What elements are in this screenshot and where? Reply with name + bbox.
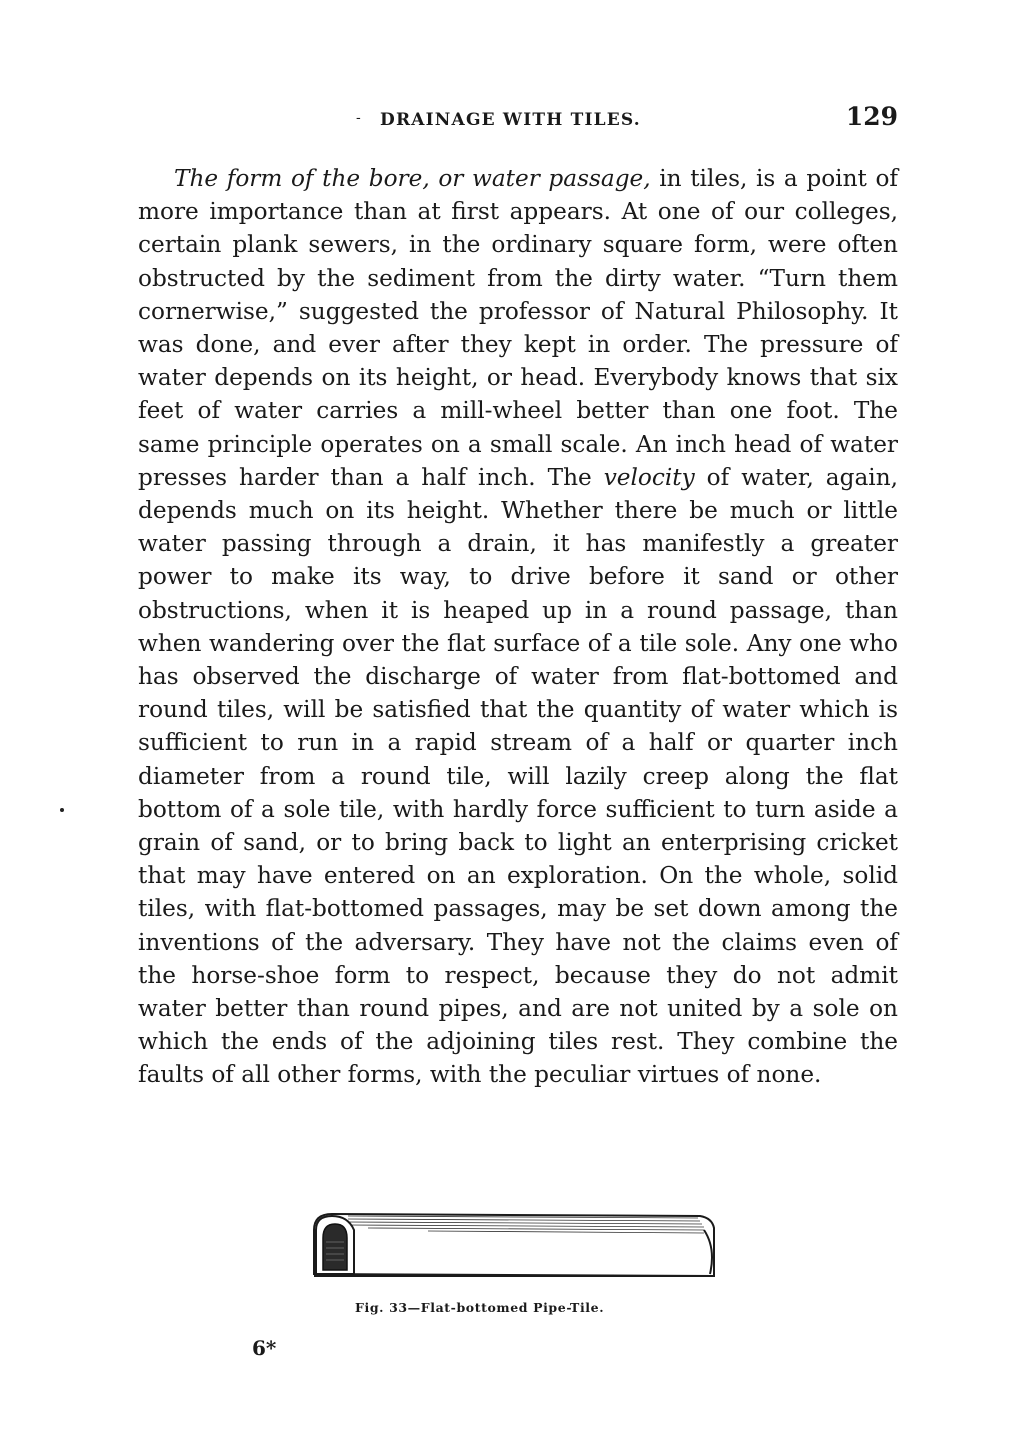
paragraph-text-2: of water, again, depends much on its height. Whether there be much or little water passing through a drain, it has manifestly a greater power to make its way, to drive before it sand or other obstructions, when it is heaped up in a round passage, than when wandering over the flat surface of a tile sole. Any one who has observed the discharge of water from flat-bottomed and round tiles, will be satisfied that the quantity of water which is sufficient to run in a rapid stream of a half or quarter inch diameter from a round tile, will lazily creep along the flat bottom of a sole tile, with hardly force sufficient to turn aside a grain of sand, or to bring back to light an enterprising cricket that may have entered on an exploration. On the whole, solid tiles, with flat-bottomed passages, may be set down among the inventions of the adversary. They have not the claims even of the horse-shoe form to respect, because they do not admit water better than round pipes, and are not united by a sole on which the ends of the adjoining tiles rest. They combine the faults of all other forms, with the peculiar virtues of none. xyxy=(138,463,898,1089)
page-number: 129 xyxy=(845,102,898,131)
paragraph xyxy=(138,162,898,1092)
body-text xyxy=(138,162,898,1092)
pipe-tile-illustration xyxy=(308,1208,724,1284)
header-dash: - xyxy=(356,110,361,126)
signature-mark: 6* xyxy=(252,1336,277,1360)
margin-mark xyxy=(60,808,64,812)
page-header xyxy=(138,100,898,140)
running-head: DRAINAGE WITH TILES. xyxy=(380,110,641,130)
italic-word-velocity: velocity xyxy=(603,463,695,491)
lead-italic-phrase: The form of the bore, or water passage, xyxy=(174,165,651,192)
figure-caption: Fig. 33—Flat-bottomed Pipe-Tile. xyxy=(355,1300,605,1315)
paragraph-text-1: in tiles, is a point of more importance than at first appears. At one of our colleges, certain plank sewers, in the ordinary square form, were often obstructed by the sediment from the dirty water. “Turn them cornerwise,” suggested the professor of Natural Philosophy. It was done, and ever after they kept in order. The pressure of water depends on its height, or head. Everybody knows that six feet of water carries a mill-wheel better than one foot. The same principle operates on a small scale. An inch head of water presses harder than a half inch. The xyxy=(138,165,898,491)
